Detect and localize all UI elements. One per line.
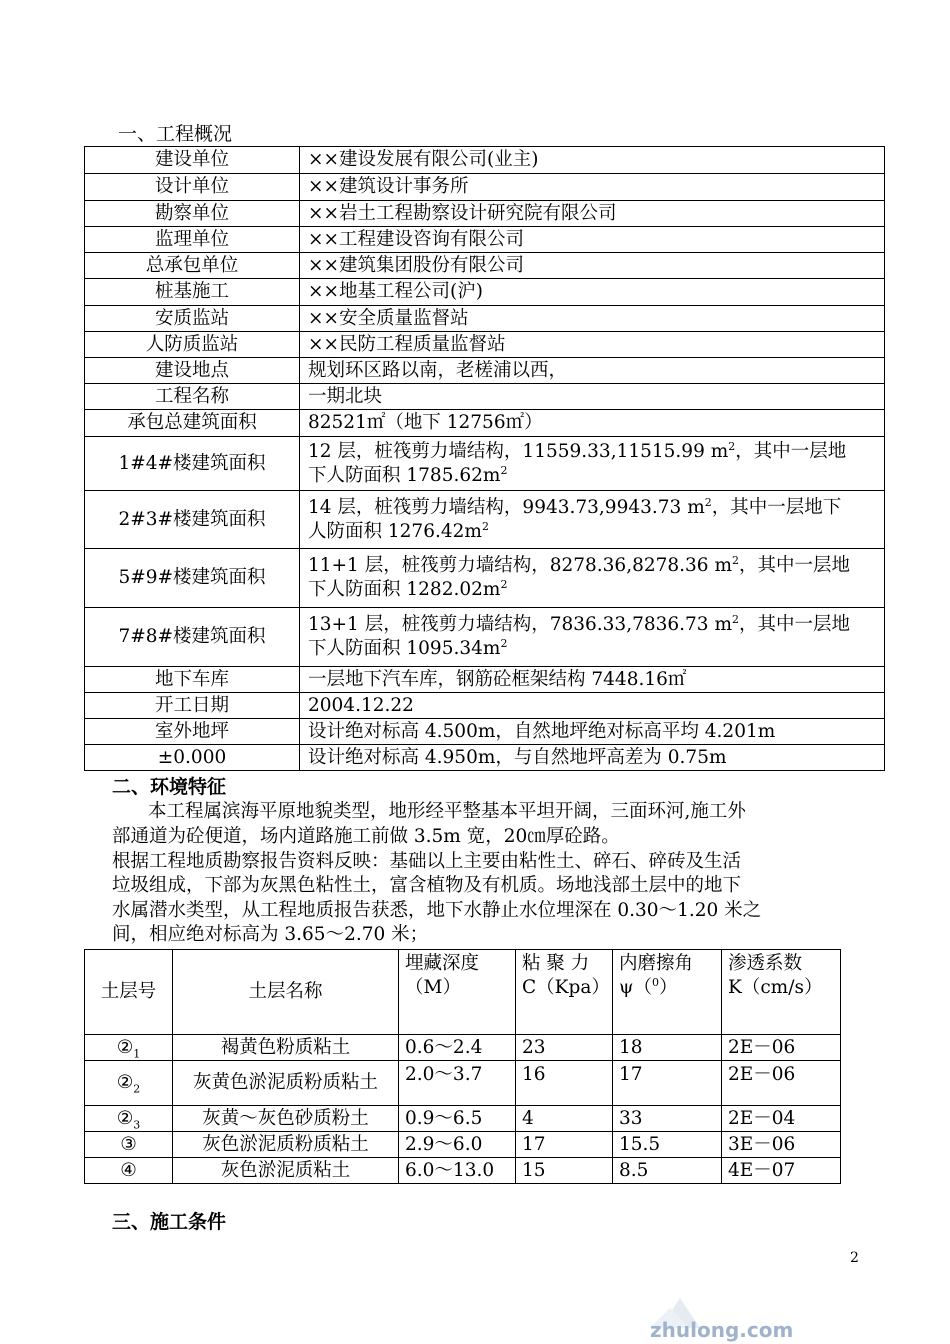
overview-value: ××建筑设计事务所 xyxy=(300,174,885,201)
overview-key: 承包总建筑面积 xyxy=(85,410,300,437)
paragraph-line: 间，相应绝对标高为 3.65～2.70 米； xyxy=(112,924,429,945)
overview-value: ××工程建设咨询有限公司 xyxy=(300,227,885,253)
building-key: 2#3#楼建筑面积 xyxy=(85,491,300,549)
soil-layer-no: $②_3$ xyxy=(85,1106,173,1132)
soil-cohesion: 16 xyxy=(516,1061,613,1106)
overview-key: 室外地坪 xyxy=(85,719,300,745)
soil-permeability: 3E－06 xyxy=(722,1132,841,1158)
paragraph-line: 根据工程地质勘察报告资料反映：基础以上主要由粘性土、碎石、碎砖及生活 xyxy=(112,851,742,872)
soil-friction: 33 xyxy=(613,1106,722,1132)
soil-friction: 8.5 xyxy=(613,1158,722,1184)
page-number: 2 xyxy=(850,1250,859,1266)
overview-value: 设计绝对标高 4.950m，与自然地坪高差为 0.75m xyxy=(300,745,885,771)
watermark-text: zhulong.com xyxy=(650,1318,794,1342)
header-cohesion: 粘 聚 力 C（Kpa） xyxy=(516,950,613,1035)
soil-layer-table xyxy=(84,949,841,1184)
building-value: 11+1 层，桩筏剪力墙结构，8278.36,8278.36 $m^2$，其中一层地 下人防面积 $1282.02m^2$ xyxy=(300,549,885,608)
overview-value: 一层地下汽车库，钢筋砼框架结构 7448.16㎡ xyxy=(300,667,885,693)
header-depth: 埋藏深度 （M） xyxy=(399,950,516,1035)
paragraph-line: 部通道为砼便道，场内道路施工前做 3.5m 宽，20㎝厚砼路。 xyxy=(112,826,620,847)
soil-cohesion: 15 xyxy=(516,1158,613,1184)
soil-depth: 2.9～6.0 xyxy=(399,1132,516,1158)
soil-permeability: 2E－06 xyxy=(722,1035,841,1061)
soil-friction: 18 xyxy=(613,1035,722,1061)
overview-value: ××建筑集团股份有限公司 xyxy=(300,253,885,279)
soil-permeability: 2E－06 xyxy=(722,1061,841,1106)
soil-layer-name: 灰黄～灰色砂质粉土 xyxy=(173,1106,399,1132)
overview-key: 勘察单位 xyxy=(85,201,300,227)
soil-layer-no: ③ xyxy=(85,1132,173,1158)
overview-value: ××建设发展有限公司(业主) xyxy=(300,147,885,174)
building-key: 5#9#楼建筑面积 xyxy=(85,549,300,608)
paragraph-line: 本工程属滨海平原地貌类型，地形经平整基本平坦开阔，三面环河,施工外 xyxy=(148,801,746,822)
soil-layer-name: 灰色淤泥质粘土 xyxy=(173,1158,399,1184)
overview-value: ××地基工程公司(沪) xyxy=(300,279,885,306)
header-permeability: 渗透系数 K（cm/s） xyxy=(722,950,841,1035)
soil-cohesion: 23 xyxy=(516,1035,613,1061)
soil-depth: 2.0～3.7 xyxy=(399,1061,516,1106)
soil-depth: 6.0～13.0 xyxy=(399,1158,516,1184)
overview-key: 开工日期 xyxy=(85,693,300,719)
overview-value: ××安全质量监督站 xyxy=(300,306,885,332)
section-1-title: 一、工程概况 xyxy=(118,123,233,145)
soil-layer-no: ④ xyxy=(85,1158,173,1184)
overview-key: 建设地点 xyxy=(85,358,300,384)
soil-layer-no: $②_2$ xyxy=(85,1061,173,1106)
building-key: 7#8#楼建筑面积 xyxy=(85,608,300,667)
paragraph-line: 垃圾组成，下部为灰黑色粘性土，富含植物及有机质。场地浅部土层中的地下 xyxy=(112,875,742,896)
soil-layer-name: 灰色淤泥质粉质粘土 xyxy=(173,1132,399,1158)
soil-permeability: 2E－04 xyxy=(722,1106,841,1132)
overview-key: 工程名称 xyxy=(85,384,300,410)
building-value: 13+1 层，桩筏剪力墙结构，7836.33,7836.73 $m^2$，其中一层地 下人防面积 $1095.34m^2$ xyxy=(300,608,885,667)
building-value: 12 层，桩筏剪力墙结构，11559.33,11515.99 $m^2$，其中一层地 下人防面积 $1785.62m^2$ xyxy=(300,437,885,491)
soil-depth: 0.9～6.5 xyxy=(399,1106,516,1132)
overview-value: 82521㎡（地下 12756㎡） xyxy=(300,410,885,437)
overview-value: 规划环区路以南，老槎浦以西， xyxy=(300,358,885,384)
section-3-title: 三、施工条件 xyxy=(112,1211,227,1233)
overview-key: ±0.000 xyxy=(85,745,300,771)
overview-key: 地下车库 xyxy=(85,667,300,693)
project-overview-table xyxy=(84,146,885,771)
soil-friction: 17 xyxy=(613,1061,722,1106)
header-layer-no: 土层号 xyxy=(85,950,173,1035)
overview-key: 监理单位 xyxy=(85,227,300,253)
building-value: 14 层，桩筏剪力墙结构，9943.73,9943.73 $m^2$，其中一层地下 人防面积 $1276.42m^2$ xyxy=(300,491,885,549)
overview-value: 一期北块 xyxy=(300,384,885,410)
overview-key: 设计单位 xyxy=(85,174,300,201)
soil-cohesion: 4 xyxy=(516,1106,613,1132)
soil-friction: 15.5 xyxy=(613,1132,722,1158)
overview-key: 人防质监站 xyxy=(85,332,300,358)
overview-value: ××民防工程质量监督站 xyxy=(300,332,885,358)
overview-value: 2004.12.22 xyxy=(300,693,885,719)
paragraph-line: 水属潜水类型，从工程地质报告获悉，地下水静止水位埋深在 0.30～1.20 米之 xyxy=(112,900,762,921)
overview-key: 建设单位 xyxy=(85,147,300,174)
soil-layer-no: $②_1$ xyxy=(85,1035,173,1061)
soil-permeability: 4E－07 xyxy=(722,1158,841,1184)
overview-key: 安质监站 xyxy=(85,306,300,332)
overview-value: ××岩土工程勘察设计研究院有限公司 xyxy=(300,201,885,227)
soil-layer-name: 灰黄色淤泥质粉质粘土 xyxy=(173,1061,399,1106)
overview-key: 桩基施工 xyxy=(85,279,300,306)
overview-key: 总承包单位 xyxy=(85,253,300,279)
section-2-title: 二、环境特征 xyxy=(112,776,227,798)
building-key: 1#4#楼建筑面积 xyxy=(85,437,300,491)
header-layer-name: 土层名称 xyxy=(173,950,399,1035)
overview-value: 设计绝对标高 4.500m，自然地坪绝对标高平均 4.201m xyxy=(300,719,885,745)
soil-depth: 0.6～2.4 xyxy=(399,1035,516,1061)
header-friction-angle: 内磨擦角 ψ（$^0$） xyxy=(613,950,722,1035)
soil-cohesion: 17 xyxy=(516,1132,613,1158)
soil-layer-name: 褐黄色粉质粘土 xyxy=(173,1035,399,1061)
